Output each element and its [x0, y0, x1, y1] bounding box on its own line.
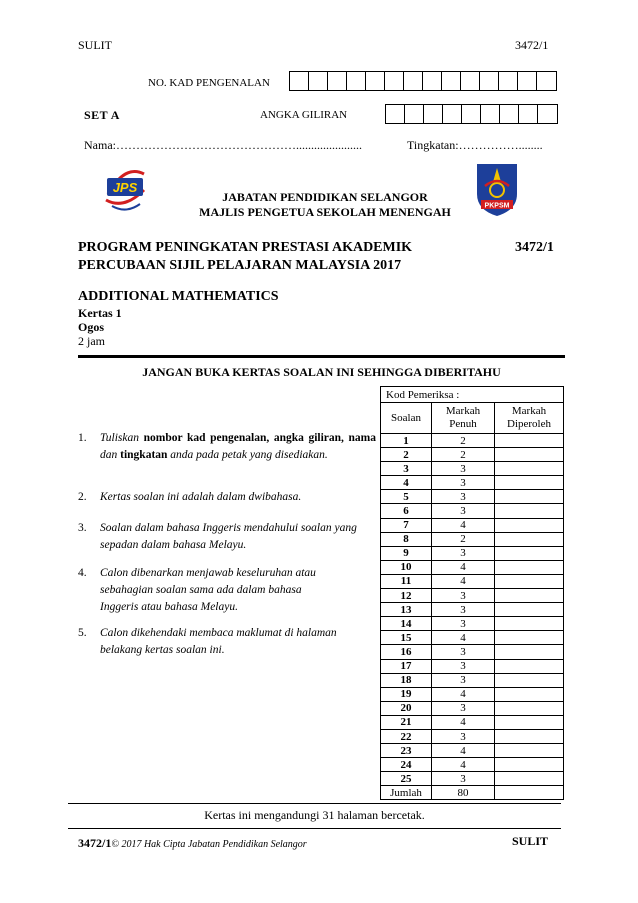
full-marks: 4 [432, 744, 495, 758]
question-number: 6 [381, 504, 432, 518]
question-number: 17 [381, 659, 432, 673]
table-row [381, 518, 564, 532]
obtained-marks[interactable] [495, 603, 564, 617]
table-row [381, 673, 564, 687]
table-row [381, 589, 564, 603]
nama-field[interactable] [84, 138, 362, 153]
paper-number: Kertas 1 [78, 306, 122, 320]
question-number: 8 [381, 532, 432, 546]
warning-text: JANGAN BUKA KERTAS SOALAN INI SEHINGGA DIBERITAHU [142, 365, 501, 379]
instruction-1 [78, 430, 376, 464]
table-row [381, 772, 564, 786]
exam-duration: 2 jam [78, 334, 105, 348]
nama-dots: ………………………………………...................... [116, 138, 362, 152]
instruction-4-number: 4. [78, 567, 87, 579]
program-code: 3472/1 [515, 240, 554, 255]
question-number: 21 [381, 715, 432, 729]
jps-logo [104, 160, 146, 216]
org-line-1: JABATAN PENDIDIKAN SELANGOR [222, 190, 428, 204]
question-number: 4 [381, 476, 432, 490]
instruction-1-part-c: dan [100, 449, 118, 461]
full-marks: 3 [432, 546, 495, 560]
full-marks: 3 [432, 504, 495, 518]
instruction-2-text: Kertas soalan ini adalah dalam dwibahasa. [100, 491, 302, 503]
obtained-marks[interactable] [495, 560, 564, 574]
instruction-1-number: 1. [78, 432, 87, 444]
question-number: 9 [381, 546, 432, 560]
tingkatan-dots: ……………........ [458, 138, 543, 152]
angka-giliran-label: ANGKA GILIRAN [260, 109, 348, 121]
question-number: 3 [381, 462, 432, 476]
question-number: 7 [381, 518, 432, 532]
obtained-marks[interactable] [495, 744, 564, 758]
obtained-marks[interactable] [495, 504, 564, 518]
ic-number-boxes[interactable] [289, 71, 557, 91]
total-label: Jumlah [381, 786, 432, 800]
question-number: 19 [381, 687, 432, 701]
nama-label: Nama: [84, 138, 116, 152]
full-marks: 2 [432, 448, 495, 462]
footer-page-count: Kertas ini mengandungi 31 halaman bercetak. [204, 808, 425, 822]
instruction-4 [78, 565, 376, 616]
full-marks: 2 [432, 434, 495, 448]
question-number: 14 [381, 617, 432, 631]
obtained-marks[interactable] [495, 532, 564, 546]
obtained-marks[interactable] [495, 490, 564, 504]
question-number: 20 [381, 701, 432, 715]
question-number: 11 [381, 574, 432, 588]
table-row [381, 744, 564, 758]
program-line-1: PROGRAM PENINGKATAN PRESTASI AKADEMIK [78, 240, 413, 255]
instruction-3-text: Soalan dalam bahasa Inggeris mendahului soalan yang sepadan dalam bahasa Melayu. [100, 522, 357, 551]
footer-sulit: SULIT [512, 834, 549, 848]
obtained-marks[interactable] [495, 701, 564, 715]
question-number: 12 [381, 589, 432, 603]
obtained-marks[interactable] [495, 772, 564, 786]
table-header-row [381, 403, 564, 434]
full-marks: 2 [432, 532, 495, 546]
instruction-3 [78, 520, 376, 554]
full-marks: 4 [432, 574, 495, 588]
obtained-marks[interactable] [495, 574, 564, 588]
obtained-marks[interactable] [495, 687, 564, 701]
table-row [381, 659, 564, 673]
org-line-2: MAJLIS PENGETUA SEKOLAH MENENGAH [199, 205, 451, 219]
obtained-marks[interactable] [495, 673, 564, 687]
table-row [381, 504, 564, 518]
table-row [381, 574, 564, 588]
table-row [381, 448, 564, 462]
full-marks: 3 [432, 659, 495, 673]
full-marks: 3 [432, 476, 495, 490]
table-row [381, 462, 564, 476]
total-marks: 80 [432, 786, 495, 800]
total-obtained [495, 786, 564, 800]
instruction-1-part-a: Tuliskan [100, 432, 139, 444]
table-row [381, 631, 564, 645]
obtained-marks[interactable] [495, 645, 564, 659]
obtained-marks[interactable] [495, 448, 564, 462]
instruction-5-text: Calon dikehendaki membaca maklumat di halaman belakang kertas soalan ini. [100, 627, 337, 656]
table-row [381, 434, 564, 448]
instruction-1-part-d: tingkatan [120, 449, 168, 461]
question-number: 13 [381, 603, 432, 617]
table-row [381, 490, 564, 504]
table-row [381, 546, 564, 560]
full-marks: 3 [432, 729, 495, 743]
obtained-marks[interactable] [495, 617, 564, 631]
obtained-marks[interactable] [495, 631, 564, 645]
table-row [381, 532, 564, 546]
table-total-row [381, 786, 564, 800]
instruction-1-part-e: anda pada petak yang disediakan. [170, 449, 328, 461]
question-number: 5 [381, 490, 432, 504]
pkpsm-logo [473, 160, 521, 218]
full-marks: 3 [432, 673, 495, 687]
question-number: 15 [381, 631, 432, 645]
obtained-marks[interactable] [495, 729, 564, 743]
table-row [381, 687, 564, 701]
table-row [381, 645, 564, 659]
instruction-2 [78, 489, 376, 506]
question-number: 16 [381, 645, 432, 659]
full-marks: 3 [432, 589, 495, 603]
table-title: Kod Pemeriksa : [381, 387, 564, 403]
footer-code: 3472/1 [78, 836, 112, 850]
question-number: 25 [381, 772, 432, 786]
full-marks: 3 [432, 603, 495, 617]
full-marks: 4 [432, 687, 495, 701]
footer-copyright-text: © 2017 Hak Cipta Jabatan Pendidikan Selangor [111, 839, 307, 850]
full-marks: 3 [432, 701, 495, 715]
instruction-4-text: Calon dibenarkan menjawab keseluruhan atau sebahagian soalan sama ada dalam bahasa Inggeris atau bahasa Melayu. [100, 567, 316, 613]
full-marks: 4 [432, 631, 495, 645]
col-markah-penuh: Markah Penuh [432, 403, 495, 434]
obtained-marks[interactable] [495, 758, 564, 772]
table-row [381, 476, 564, 490]
footer-copyright [78, 834, 307, 852]
examiner-score-table [380, 386, 564, 800]
col-markah-diperoleh: Markah Diperoleh [495, 403, 564, 434]
divider-thick [78, 355, 565, 358]
instruction-2-number: 2. [78, 491, 87, 503]
table-row [381, 603, 564, 617]
obtained-marks[interactable] [495, 659, 564, 673]
instruction-5-number: 5. [78, 627, 87, 639]
full-marks: 3 [432, 490, 495, 504]
exam-month: Ogos [78, 320, 105, 334]
ic-label: NO. KAD PENGENALAN [148, 77, 270, 89]
instruction-1-part-b: nombor kad pengenalan, angka giliran, nama [143, 432, 376, 444]
full-marks: 3 [432, 617, 495, 631]
full-marks: 3 [432, 462, 495, 476]
footer-divider-2 [68, 828, 561, 829]
angka-giliran-boxes[interactable] [385, 104, 558, 124]
obtained-marks[interactable] [495, 546, 564, 560]
pkpsm-logo-text: PKPSM [484, 202, 510, 210]
full-marks: 3 [432, 772, 495, 786]
full-marks: 3 [432, 645, 495, 659]
header-sulit: SULIT [78, 38, 112, 52]
table-row [381, 617, 564, 631]
question-number: 24 [381, 758, 432, 772]
table-row [381, 715, 564, 729]
full-marks: 4 [432, 518, 495, 532]
obtained-marks[interactable] [495, 434, 564, 448]
obtained-marks[interactable] [495, 715, 564, 729]
program-line-2: PERCUBAAN SIJIL PELAJARAN MALAYSIA 2017 [78, 258, 402, 273]
obtained-marks[interactable] [495, 462, 564, 476]
subject-name: ADDITIONAL MATHEMATICS [78, 289, 279, 304]
obtained-marks[interactable] [495, 476, 564, 490]
table-row [381, 560, 564, 574]
table-row [381, 701, 564, 715]
question-number: 1 [381, 434, 432, 448]
obtained-marks[interactable] [495, 518, 564, 532]
set-label: SET A [84, 108, 120, 122]
question-number: 22 [381, 729, 432, 743]
instruction-5 [78, 625, 376, 659]
full-marks: 4 [432, 560, 495, 574]
footer-divider [68, 803, 561, 804]
table-title-row [381, 387, 564, 403]
col-soalan: Soalan [381, 403, 432, 434]
tingkatan-label: Tingkatan: [407, 138, 459, 152]
table-row [381, 729, 564, 743]
question-number: 18 [381, 673, 432, 687]
full-marks: 4 [432, 715, 495, 729]
tingkatan-field[interactable] [407, 138, 543, 153]
question-number: 10 [381, 560, 432, 574]
instruction-3-number: 3. [78, 522, 87, 534]
question-number: 2 [381, 448, 432, 462]
table-row [381, 758, 564, 772]
question-number: 23 [381, 744, 432, 758]
full-marks: 4 [432, 758, 495, 772]
header-code: 3472/1 [515, 38, 549, 52]
obtained-marks[interactable] [495, 589, 564, 603]
jps-logo-text: JPS [112, 180, 138, 195]
